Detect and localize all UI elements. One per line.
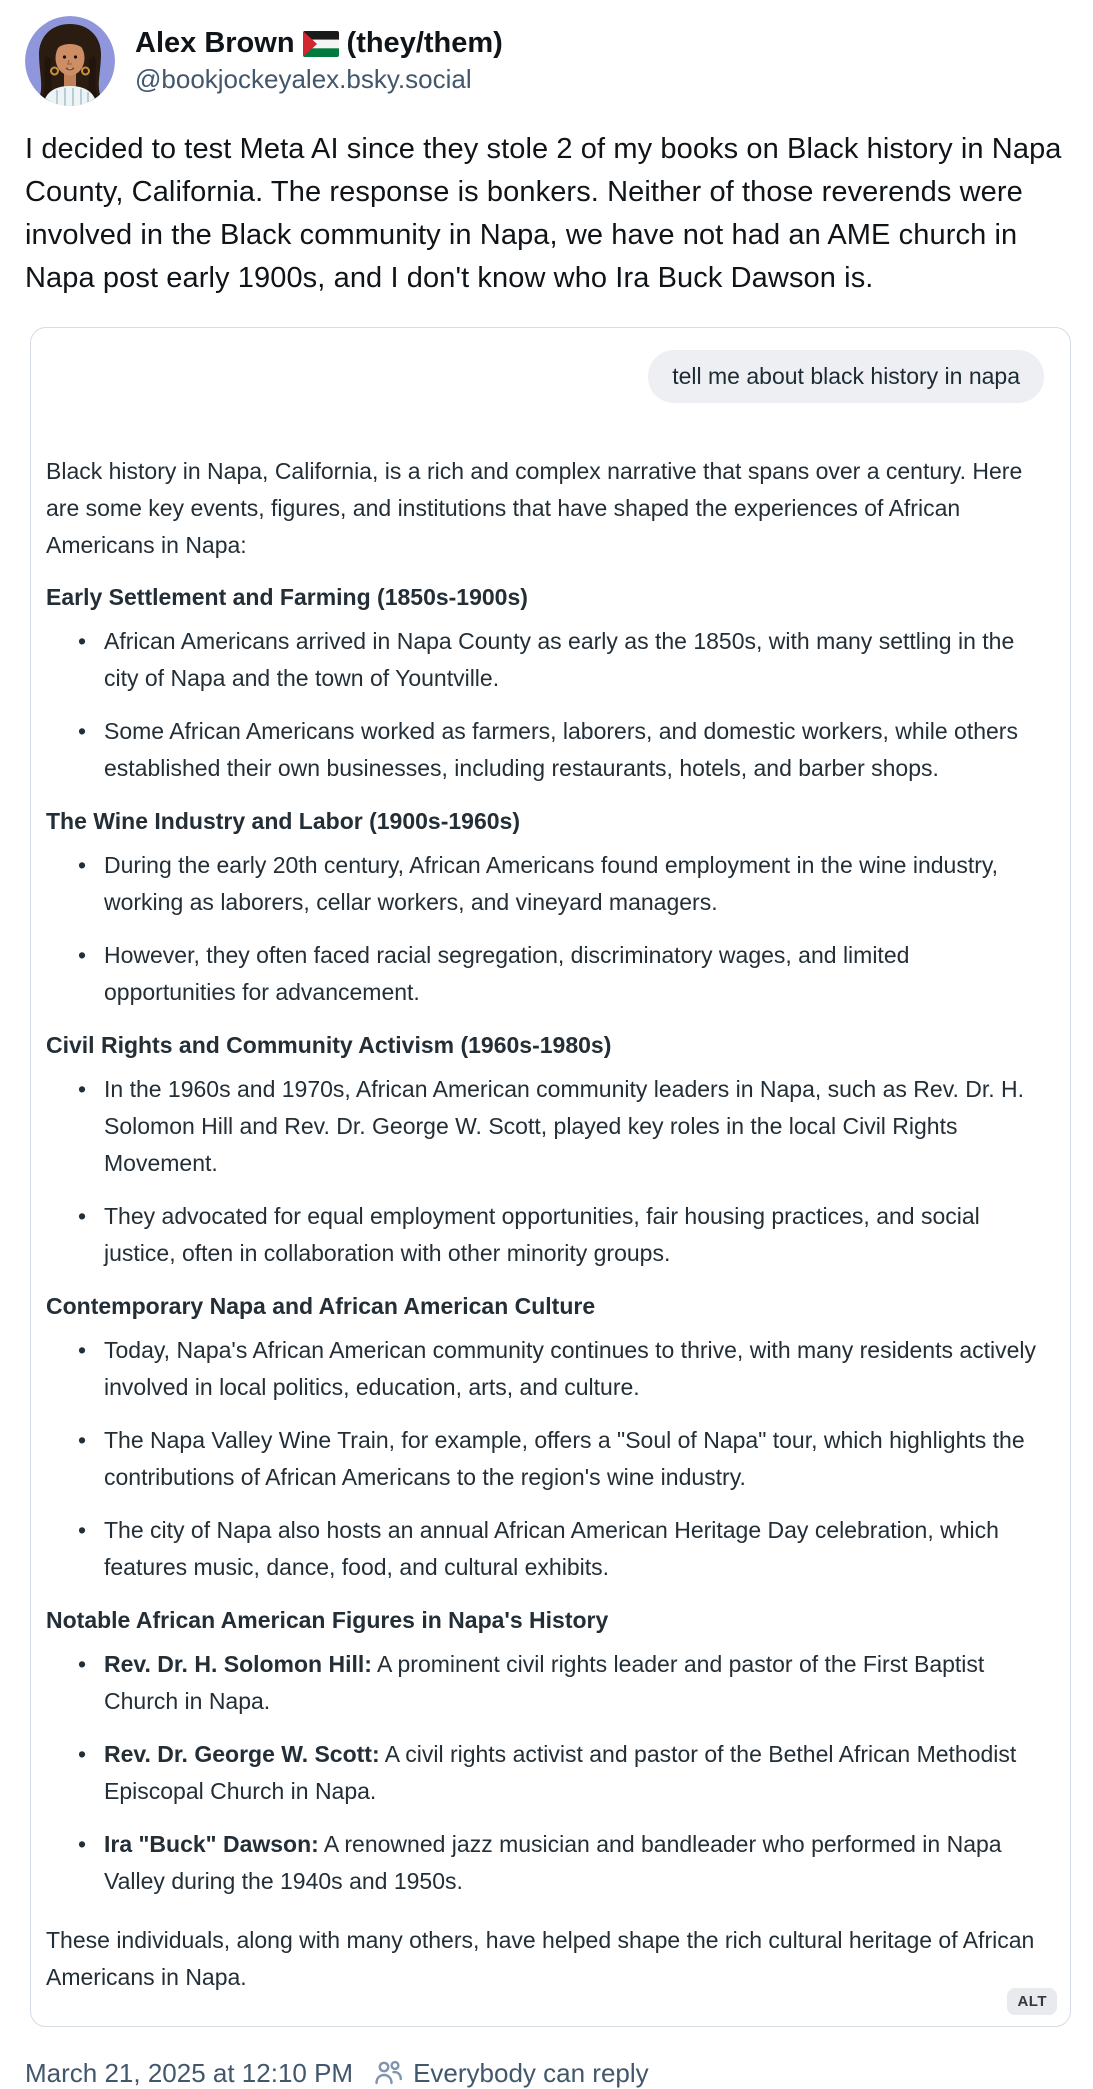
ai-bullet-bold-lead: Rev. Dr. George W. Scott: (104, 1741, 380, 1767)
reply-setting-label: Everybody can reply (413, 2057, 649, 2088)
ai-section-heading: Contemporary Napa and African American Culture (46, 1293, 596, 1319)
post-text: I decided to test Meta AI since they stole 2 of my books on Black history in Napa County, California. The response is bonkers. Neither of those reverends were involved in the Black community in Napa, we have not had an AME church in Napa post early 1900s, and I don't know who Ira Buck Dawson is. (25, 133, 1062, 294)
author-handle[interactable]: @bookjockeyalex.bsky.social (135, 64, 472, 94)
post-footer (25, 2057, 1071, 2089)
ai-bullet-item: • The Napa Valley Wine Train, for example, offers a "Soul of Napa" tour, which highlights the contributions of African Americans to the region's wine industry. (76, 1422, 1040, 1496)
ai-section-heading: Notable African American Figures in Napa's History (46, 1607, 609, 1633)
ai-bullet-item: • Today, Napa's African American community continues to thrive, with many residents actively involved in local politics, education, arts, and culture. (76, 1332, 1040, 1406)
user-message-bubble: tell me about black history in napa (648, 350, 1044, 403)
palestinian-flag-icon (303, 31, 339, 57)
author-display-name: Alex Brown (135, 27, 295, 59)
ai-bullet-item: • Some African Americans worked as farmers, laborers, and domestic workers, while others established their own businesses, including restaurants, hotels, and barber shops. (76, 713, 1040, 787)
alt-badge[interactable]: ALT (1007, 1988, 1057, 2015)
ai-closing-paragraph: These individuals, along with many others, have helped shape the rich cultural heritage of African Americans in Napa. (46, 1927, 1035, 1990)
ai-bullet-item: • The city of Napa also hosts an annual African American Heritage Day celebration, which features music, dance, food, and cultural exhibits. (76, 1512, 1040, 1586)
ai-bullet-item: • Rev. Dr. H. Solomon Hill: A prominent civil rights leader and pastor of the First Baptist Church in Napa. (76, 1646, 1040, 1720)
ai-bullet-list (46, 1071, 1040, 1272)
ai-sections (46, 579, 1040, 1900)
ai-bullet-item: • African Americans arrived in Napa County as early as the 1850s, with many settling in the city of Napa and the town of Yountville. (76, 623, 1040, 697)
avatar[interactable] (25, 16, 115, 106)
ai-bullet-list (46, 1332, 1040, 1586)
ai-section-heading: The Wine Industry and Labor (1900s-1960s) (46, 808, 520, 834)
ai-bullet-bold-lead: Ira "Buck" Dawson: (104, 1831, 319, 1857)
ai-section-heading: Civil Rights and Community Activism (1960s-1980s) (46, 1032, 612, 1058)
ai-section-heading: Early Settlement and Farming (1850s-1900s) (46, 584, 528, 610)
ai-bullet-item: • Ira "Buck" Dawson: A renowned jazz musician and bandleader who performed in Napa Valley during the 1940s and 1950s. (76, 1826, 1040, 1900)
ai-bullet-list (46, 1646, 1040, 1900)
ai-bullet-bold-lead: Rev. Dr. H. Solomon Hill: (104, 1651, 372, 1677)
author-block (135, 27, 503, 95)
everybody-icon (372, 2057, 404, 2089)
ai-bullet-item: • In the 1960s and 1970s, African American community leaders in Napa, such as Rev. Dr. H. Solomon Hill and Rev. Dr. George W. Scott, played key roles in the local Civil Rights Movement. (76, 1071, 1040, 1182)
ai-bullet-item: • During the early 20th century, African Americans found employment in the wine industry, working as laborers, cellar workers, and vineyard managers. (76, 847, 1040, 921)
ai-bullet-list (46, 623, 1040, 787)
author-pronouns: (they/them) (346, 27, 503, 59)
author-name-row[interactable] (135, 27, 503, 60)
embedded-chat-image[interactable] (30, 327, 1071, 2027)
avatar-illustration (25, 16, 115, 106)
post-header (25, 16, 1071, 106)
ai-bullet-item: • They advocated for equal employment opportunities, fair housing practices, and social justice, often in collaboration with other minority groups. (76, 1198, 1040, 1272)
post-timestamp: March 21, 2025 at 12:10 PM (25, 2057, 354, 2088)
ai-bullet-item: • Rev. Dr. George W. Scott: A civil rights activist and pastor of the Bethel African Methodist Episcopal Church in Napa. (76, 1736, 1040, 1810)
ai-bullet-item: • However, they often faced racial segregation, discriminatory wages, and limited opportunities for advancement. (76, 937, 1040, 1011)
ai-bullet-list (46, 847, 1040, 1011)
user-message-row (46, 350, 1044, 403)
ai-intro-paragraph: Black history in Napa, California, is a rich and complex narrative that spans over a century. Here are some key events, figures, and institutions that have shaped the experiences of African Americans in Napa: (46, 458, 1023, 558)
ai-response (46, 453, 1044, 1996)
